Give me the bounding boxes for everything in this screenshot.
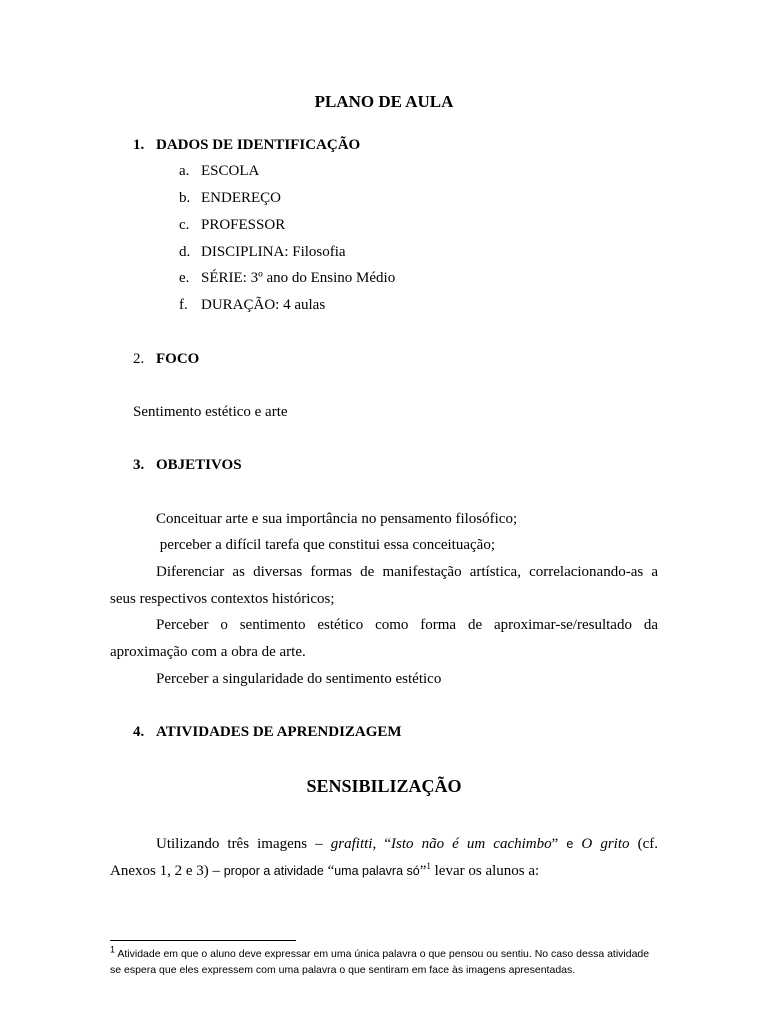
objective-line: Perceber a singularidade do sentimento estético bbox=[156, 671, 442, 687]
footnote-reference: 1 bbox=[426, 861, 431, 871]
paragraph-text: levar os alunos a: bbox=[430, 863, 540, 879]
paragraph-text: uma palavra só bbox=[334, 864, 420, 878]
footnote-text: Atividade em que o aluno deve expressar em uma única palavra o que pensou ou sentiu. No caso dessa atividade se espera que eles expressem com uma palavra o que sentiram em face às imagens apresentadas. bbox=[110, 948, 650, 976]
item-f-text: DURAÇÃO: 4 aulas bbox=[201, 297, 326, 313]
item-b-text: ENDEREÇO bbox=[201, 190, 281, 206]
item-c-text: PROFESSOR bbox=[201, 217, 286, 233]
section-subtitle: SENSIBILIZAÇÃO bbox=[306, 776, 462, 796]
section-3-heading: OBJETIVOS bbox=[156, 457, 242, 473]
section-1-number: 1. bbox=[133, 137, 145, 153]
paragraph-text: e bbox=[566, 837, 574, 851]
item-a-text: ESCOLA bbox=[201, 163, 260, 179]
objective-line: perceber a difícil tarefa que constitui essa conceituação; bbox=[156, 537, 495, 553]
item-c-letter: c. bbox=[179, 217, 190, 233]
objective-line: Conceituar arte e sua importância no pensamento filosófico; bbox=[156, 511, 518, 527]
section-4-heading: ATIVIDADES DE APRENDIZAGEM bbox=[156, 724, 402, 740]
footnote bbox=[110, 946, 658, 978]
paragraph-text: propor a atividade bbox=[223, 864, 324, 878]
item-a-letter: a. bbox=[179, 163, 190, 179]
section-3-number: 3. bbox=[133, 457, 145, 473]
paragraph-italic: grafitti bbox=[330, 836, 373, 852]
item-e-text: SÉRIE: 3º ano do Ensino Médio bbox=[201, 270, 396, 286]
item-d-text: DISCIPLINA: Filosofia bbox=[201, 244, 346, 260]
paragraph-text: (cf. bbox=[629, 836, 658, 852]
section-2-number: 2. bbox=[133, 351, 145, 367]
paragraph-text: Anexos 1, 2 e 3) – bbox=[110, 863, 224, 879]
objective-line: Perceber o sentimento estético como forma de aproximar-se/resultado da bbox=[156, 617, 658, 633]
section-2-heading: FOCO bbox=[156, 351, 200, 367]
section-2-body: Sentimento estético e arte bbox=[133, 404, 288, 420]
paragraph-text: Utilizando três imagens – bbox=[156, 836, 331, 852]
paragraph-italic: O grito bbox=[581, 836, 630, 852]
paragraph-text: , “ bbox=[372, 836, 391, 852]
footnote-marker: 1 bbox=[110, 944, 116, 955]
objective-line: Diferenciar as diversas formas de manifestação artística, correlacionando-as a bbox=[156, 564, 658, 580]
section-1-heading: DADOS DE IDENTIFICAÇÃO bbox=[156, 137, 361, 153]
item-e-letter: e. bbox=[179, 270, 190, 286]
item-f-letter: f. bbox=[179, 297, 188, 313]
paragraph-text: ” bbox=[419, 863, 427, 879]
footnote-separator bbox=[110, 940, 296, 941]
paragraph-text: “ bbox=[323, 863, 335, 879]
paragraph-line-2 bbox=[110, 862, 539, 880]
section-4-number: 4. bbox=[133, 724, 145, 740]
objective-line: aproximação com a obra de arte. bbox=[110, 644, 306, 660]
objective-line: seus respectivos contextos históricos; bbox=[110, 591, 335, 607]
paragraph-text: ” bbox=[551, 836, 567, 852]
item-b-letter: b. bbox=[179, 190, 191, 206]
paragraph-line-1 bbox=[156, 835, 658, 853]
paragraph-italic: Isto não é um cachimbo bbox=[390, 836, 552, 852]
item-d-letter: d. bbox=[179, 244, 191, 260]
document-title: PLANO DE AULA bbox=[314, 92, 454, 111]
